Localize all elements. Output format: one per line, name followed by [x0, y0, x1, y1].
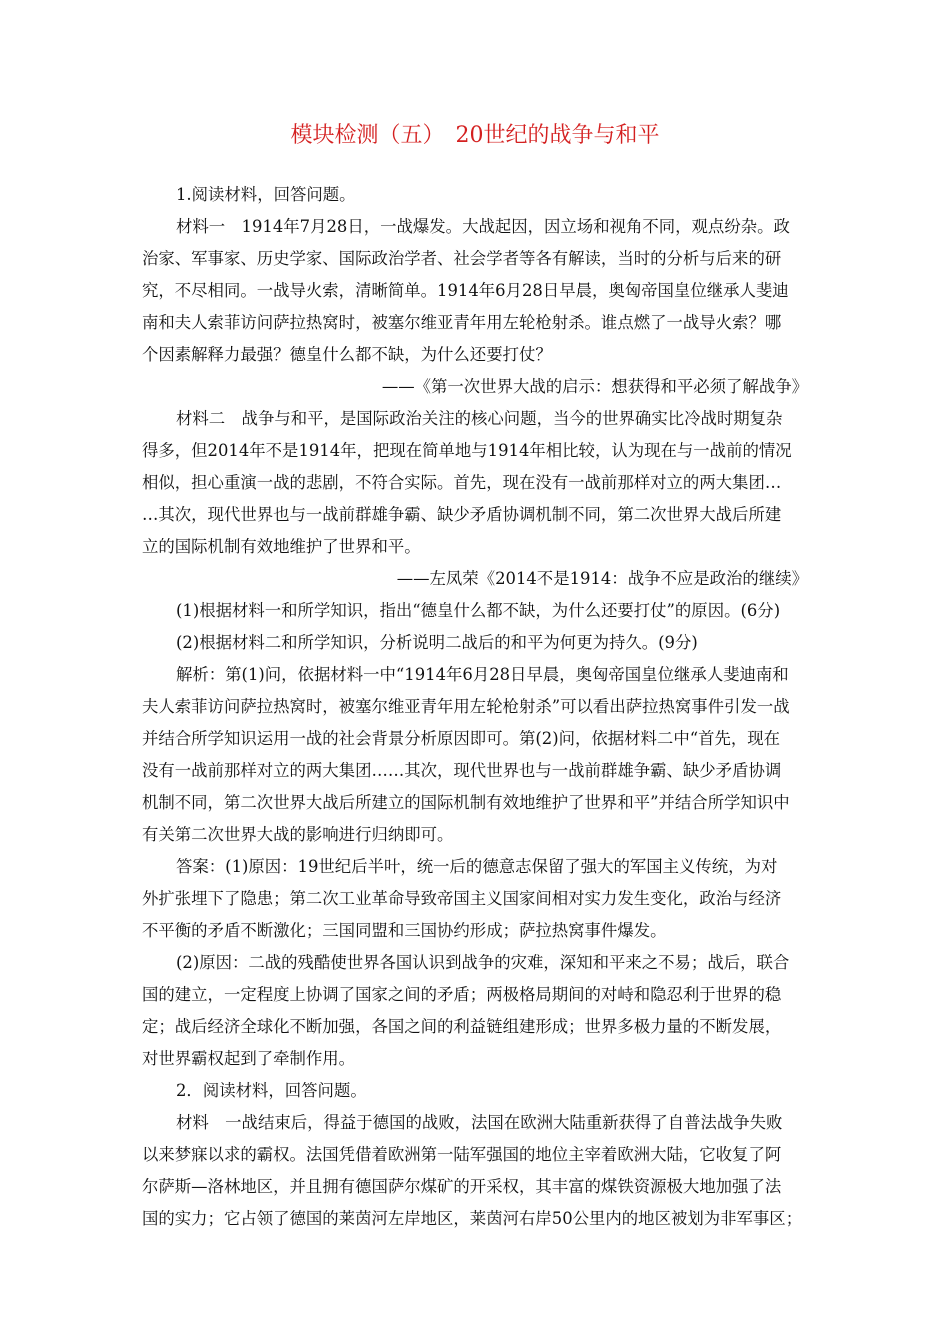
paragraph-line: 夫人索菲访问萨拉热窝时，被塞尔维亚青年用左轮枪射杀”可以看出萨拉热窝事件引发一战	[142, 697, 790, 716]
paragraph-line: 不平衡的矛盾不断激化；三国同盟和三国协约形成；萨拉热窝事件爆发。	[142, 921, 667, 940]
paragraph-line: 外扩张埋下了隐患；第二次工业革命导致帝国主义国家间相对实力发生变化，政治与经济	[142, 889, 782, 908]
paragraph-line: 有关第二次世界大战的影响进行归纳即可。	[142, 825, 454, 844]
paragraph-line: 立的国际机制有效地维护了世界和平。	[142, 537, 421, 556]
paragraph-line: 以来梦寐以求的霸权。法国凭借着欧洲第一陆军强国的地位主宰着欧洲大陆，它收复了阿	[142, 1145, 782, 1164]
paragraph-line: …其次，现代世界也与一战前群雄争霸、缺少矛盾协调机制不同，第二次世界大战后所建	[142, 505, 782, 524]
paragraph-line: 相似，担心重演一战的悲剧，不符合实际。首先，现在没有一战前那样对立的两大集团…	[142, 473, 782, 492]
paragraph-line: 个因素解释力最强？德皇什么都不缺，为什么还要打仗？	[142, 345, 552, 364]
paragraph-line: 答案：(1)原因：19世纪后半叶，统一后的德意志保留了强大的军国主义传统，为对	[176, 857, 778, 876]
paragraph-line: 解析：第(1)问，依据材料一中“1914年6月28日早晨，奥匈帝国皇位继承人斐迪南和	[176, 665, 789, 684]
paragraph-line: 国的建立，一定程度上协调了国家之间的矛盾；两极格局期间的对峙和隐忍利于世界的稳	[142, 985, 782, 1004]
sub-question: (2)根据材料二和所学知识，分析说明二战后的和平为何更为持久。(9分)	[176, 633, 698, 652]
source-citation: ——左凤荣《2014不是1914：战争不应是政治的继续》	[396, 569, 808, 588]
source-citation: ——《第一次世界大战的启示：想获得和平必须了解战争》	[381, 377, 808, 396]
document-title: 模块检测（五） 20世纪的战争与和平	[290, 123, 660, 148]
paragraph-line: 材料二 战争与和平，是国际政治关注的核心问题，当今的世界确实比冷战时期复杂	[176, 409, 783, 428]
paragraph-line: 得多，但2014年不是1914年，把现在简单地与1914年相比较，认为现在与一战前的情况	[142, 441, 792, 460]
paragraph-line: 并结合所学知识运用一战的社会背景分析原因即可。第(2)问，依据材料二中“首先，现在	[142, 729, 781, 748]
paragraph-line: 究，不尽相同。一战导火索，清晰简单。1914年6月28日早晨，奥匈帝国皇位继承人斐迪	[142, 281, 789, 300]
paragraph-line: (2)原因：二战的残酷使世界各国认识到战争的灾难，深知和平来之不易；战后，联合	[176, 953, 790, 972]
question-2-heading: 2．阅读材料，回答问题。	[176, 1081, 367, 1100]
sub-question: (1)根据材料一和所学知识，指出“德皇什么都不缺，为什么还要打仗”的原因。(6分)	[176, 601, 781, 620]
paragraph-line: 对世界霸权起到了牵制作用。	[142, 1049, 356, 1068]
question-1-heading: 1.阅读材料，回答问题。	[176, 185, 356, 204]
paragraph-line: 机制不同，第二次世界大战后所建立的国际机制有效地维护了世界和平”并结合所学知识中	[142, 793, 790, 812]
paragraph-line: 治家、军事家、历史学家、国际政治学者、社会学者等各有解读，当时的分析与后来的研	[142, 249, 782, 268]
paragraph-line: 没有一战前那样对立的两大集团……其次，现代世界也与一战前群雄争霸、缺少矛盾协调	[142, 761, 782, 780]
paragraph-line: 南和夫人索菲访问萨拉热窝时，被塞尔维亚青年用左轮枪射杀。谁点燃了一战导火索？哪	[142, 313, 782, 332]
paragraph-line: 国的实力；它占领了德国的莱茵河左岸地区，莱茵河右岸50公里内的地区被划为非军事区；	[142, 1209, 803, 1228]
paragraph-line: 材料一 1914年7月28日，一战爆发。大战起因，因立场和视角不同，观点纷杂。政	[176, 217, 790, 236]
paragraph-line: 尔萨斯—洛林地区，并且拥有德国萨尔煤矿的开采权，其丰富的煤铁资源极大地加强了法	[142, 1177, 782, 1196]
paragraph-line: 定；战后经济全球化不断加强，各国之间的利益链组建形成；世界多极力量的不断发展，	[142, 1017, 782, 1036]
paragraph-line: 材料 一战结束后，得益于德国的战败，法国在欧洲大陆重新获得了自普法战争失败	[176, 1113, 783, 1132]
